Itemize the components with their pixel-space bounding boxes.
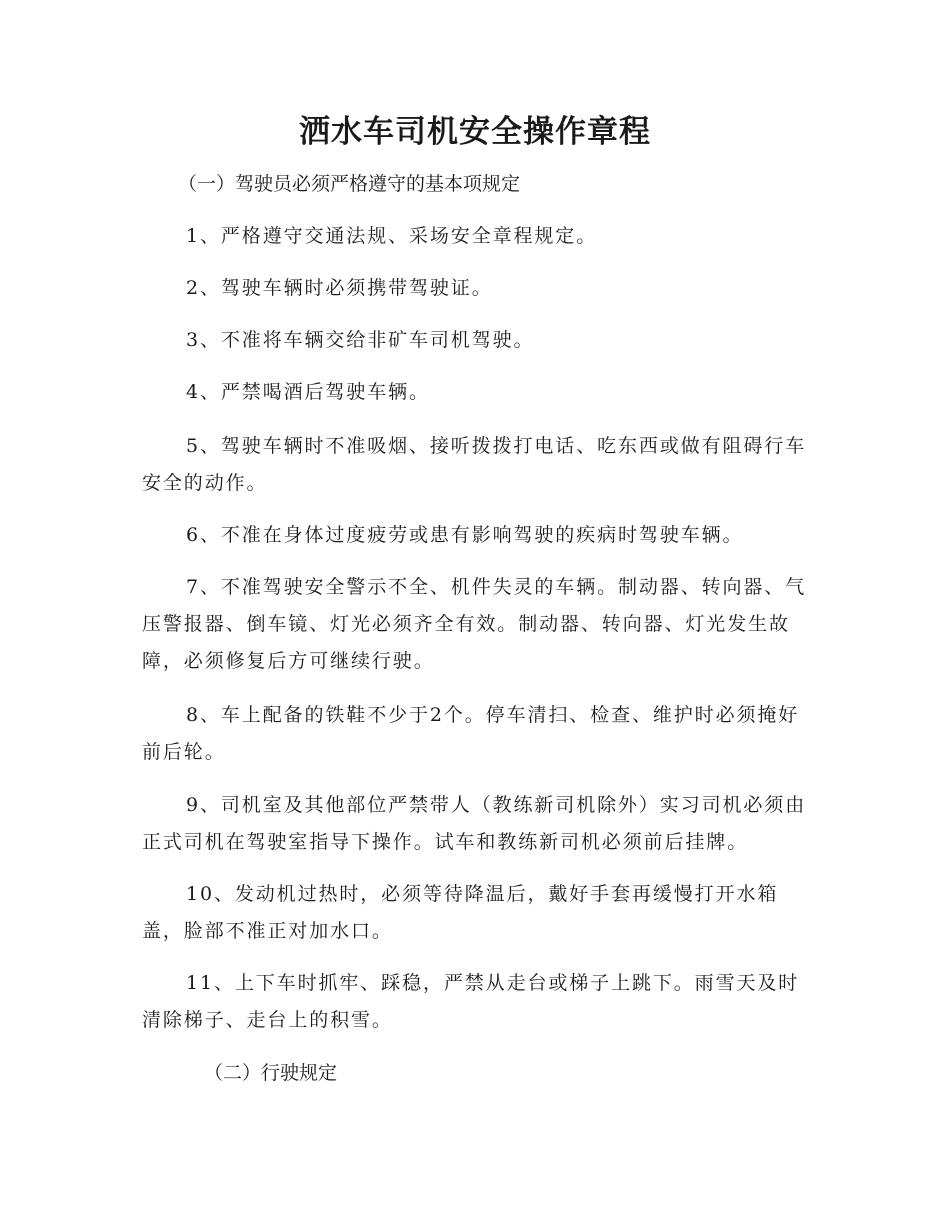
- rule-item-10: 10、发动机过热时，必须等待降温后，戴好手套再缓慢打开水箱盖，脸部不准正对加水口。: [142, 883, 779, 942]
- rule-item-8: 8、车上配备的铁鞋不少于2个。停车清扫、检查、维护时必须掩好前后轮。: [142, 704, 800, 763]
- rule-item-5: 5、驾驶车辆时不准吸烟、接听拨拨打电话、吃东西或做有阻碍行车安全的动作。: [142, 435, 807, 494]
- document-title: 洒水车司机安全操作章程: [299, 114, 651, 150]
- rule-item-9: 9、司机室及其他部位严禁带人（教练新司机除外）实习司机必须由正式司机在驾驶室指导下操作。试车和教练新司机必须前后挂牌。: [142, 794, 807, 853]
- rule-item-1: 1、严格遵守交通法规、采场安全章程规定。: [186, 225, 598, 247]
- rule-item-3: 3、不准将车辆交给非矿车司机驾驶。: [186, 329, 535, 351]
- rule-item-11: 11、上下车时抓牢、踩稳，严禁从走台或梯子上跳下。雨雪天及时清除梯子、走台上的积雪。: [142, 972, 800, 1031]
- section-heading-driving-rules: （二）行驶规定: [204, 1062, 338, 1084]
- rule-item-7: 7、不准驾驶安全警示不全、机件失灵的车辆。制动器、转向器、气压警报器、倒车镜、灯光必须齐全有效。制动器、转向器、灯光发生故障，必须修复后方可继续行驶。: [142, 576, 807, 672]
- rule-item-2: 2、驾驶车辆时必须携带驾驶证。: [186, 277, 493, 299]
- section-heading-basic-rules: （一）驾驶员必须严格遵守的基本项规定: [178, 173, 521, 195]
- rule-item-4: 4、严禁喝酒后驾驶车辆。: [186, 381, 430, 403]
- rule-item-6: 6、不准在身体过度疲劳或患有影响驾驶的疾病时驾驶车辆。: [186, 524, 744, 546]
